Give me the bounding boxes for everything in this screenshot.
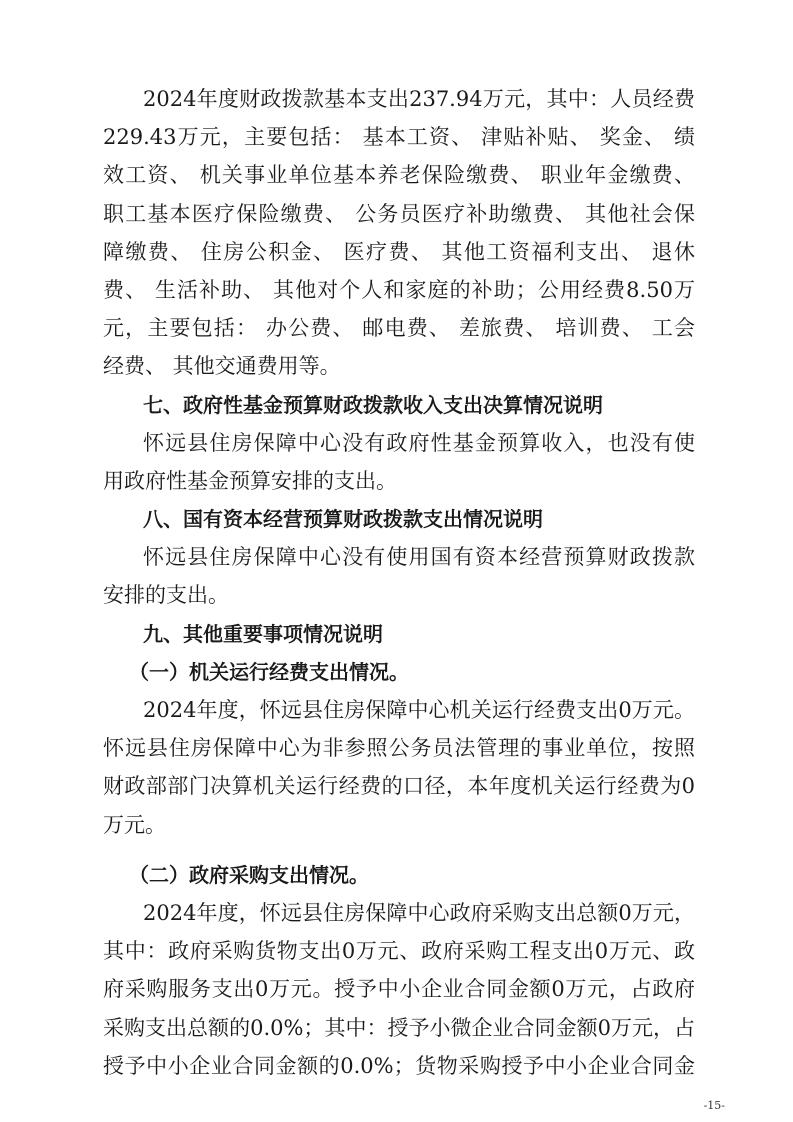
section-heading-8: 八、国有资本经营预算财政拨款支出情况说明 [143, 507, 543, 532]
section-heading-7: 七、政府性基金预算财政拨款收入支出决算情况说明 [143, 392, 603, 417]
text-line: 万元。 [103, 812, 166, 837]
text-line: 怀远县住房保障中心为非参照公务员法管理的事业单位，按照 [103, 736, 695, 761]
text-line: 费、 生活补助、 其他对个人和家庭的补助；公用经费8.50万 [103, 277, 695, 302]
text-line: 授予中小企业合同金额的0.0%；货物采购授予中小企业合同金 [103, 1053, 695, 1078]
text-line: 安排的支出。 [103, 583, 229, 608]
paragraph-government-fund [103, 424, 695, 500]
paragraph-operating-expenses [103, 691, 695, 844]
paragraph-procurement [103, 894, 695, 1085]
text-line: 怀远县住房保障中心没有政府性基金预算收入，也没有使 [143, 430, 695, 455]
text-line: 229.43万元，主要包括： 基本工资、 津贴补贴、 奖金、 绩 [103, 125, 695, 150]
text-line: 效工资、 机关事业单位基本养老保险缴费、 职业年金缴费、 [103, 163, 695, 188]
text-line: 财政部部门决算机关运行经费的口径，本年度机关运行经费为0 [103, 774, 695, 799]
text-line: 障缴费、 住房公积金、 医疗费、 其他工资福利支出、 退休 [103, 239, 695, 264]
text-line: 职工基本医疗保险缴费、 公务员医疗补助缴费、 其他社会保 [103, 201, 695, 226]
text-line: 府采购服务支出0万元。授予中小企业合同金额0万元，占政府 [103, 977, 695, 1002]
text-line: 经费、 其他交通费用等。 [103, 354, 341, 379]
text-line: 其中：政府采购货物支出0万元、政府采购工程支出0万元、政 [103, 939, 695, 964]
subsection-heading-9-2: （二）政府采购支出情况。 [129, 862, 369, 887]
text-line: 2024年度，怀远县住房保障中心政府采购支出总额0万元， [143, 900, 695, 925]
text-line: 怀远县住房保障中心没有使用国有资本经营预算财政拨款 [143, 545, 695, 570]
document-page [103, 80, 695, 1085]
text-line: 2024年度财政拨款基本支出237.94万元，其中：人员经费 [143, 87, 695, 111]
text-line: 2024年度，怀远县住房保障中心机关运行经费支出0万元。 [143, 698, 695, 722]
section-heading-9: 九、其他重要事项情况说明 [143, 621, 383, 646]
spacer [103, 844, 695, 856]
text-line: 用政府性基金预算安排的支出。 [103, 468, 397, 493]
subsection-heading-9-1: （一）机关运行经费支出情况。 [129, 659, 409, 684]
text-line: 元，主要包括： 办公费、 邮电费、 差旅费、 培训费、 工会 [103, 316, 695, 341]
paragraph-basic-expenditure [103, 80, 695, 386]
page-number: -15- [703, 1099, 725, 1112]
paragraph-state-capital [103, 538, 695, 614]
text-line: 采购支出总额的0.0%；其中：授予小微企业合同金额0万元，占 [103, 1015, 695, 1040]
